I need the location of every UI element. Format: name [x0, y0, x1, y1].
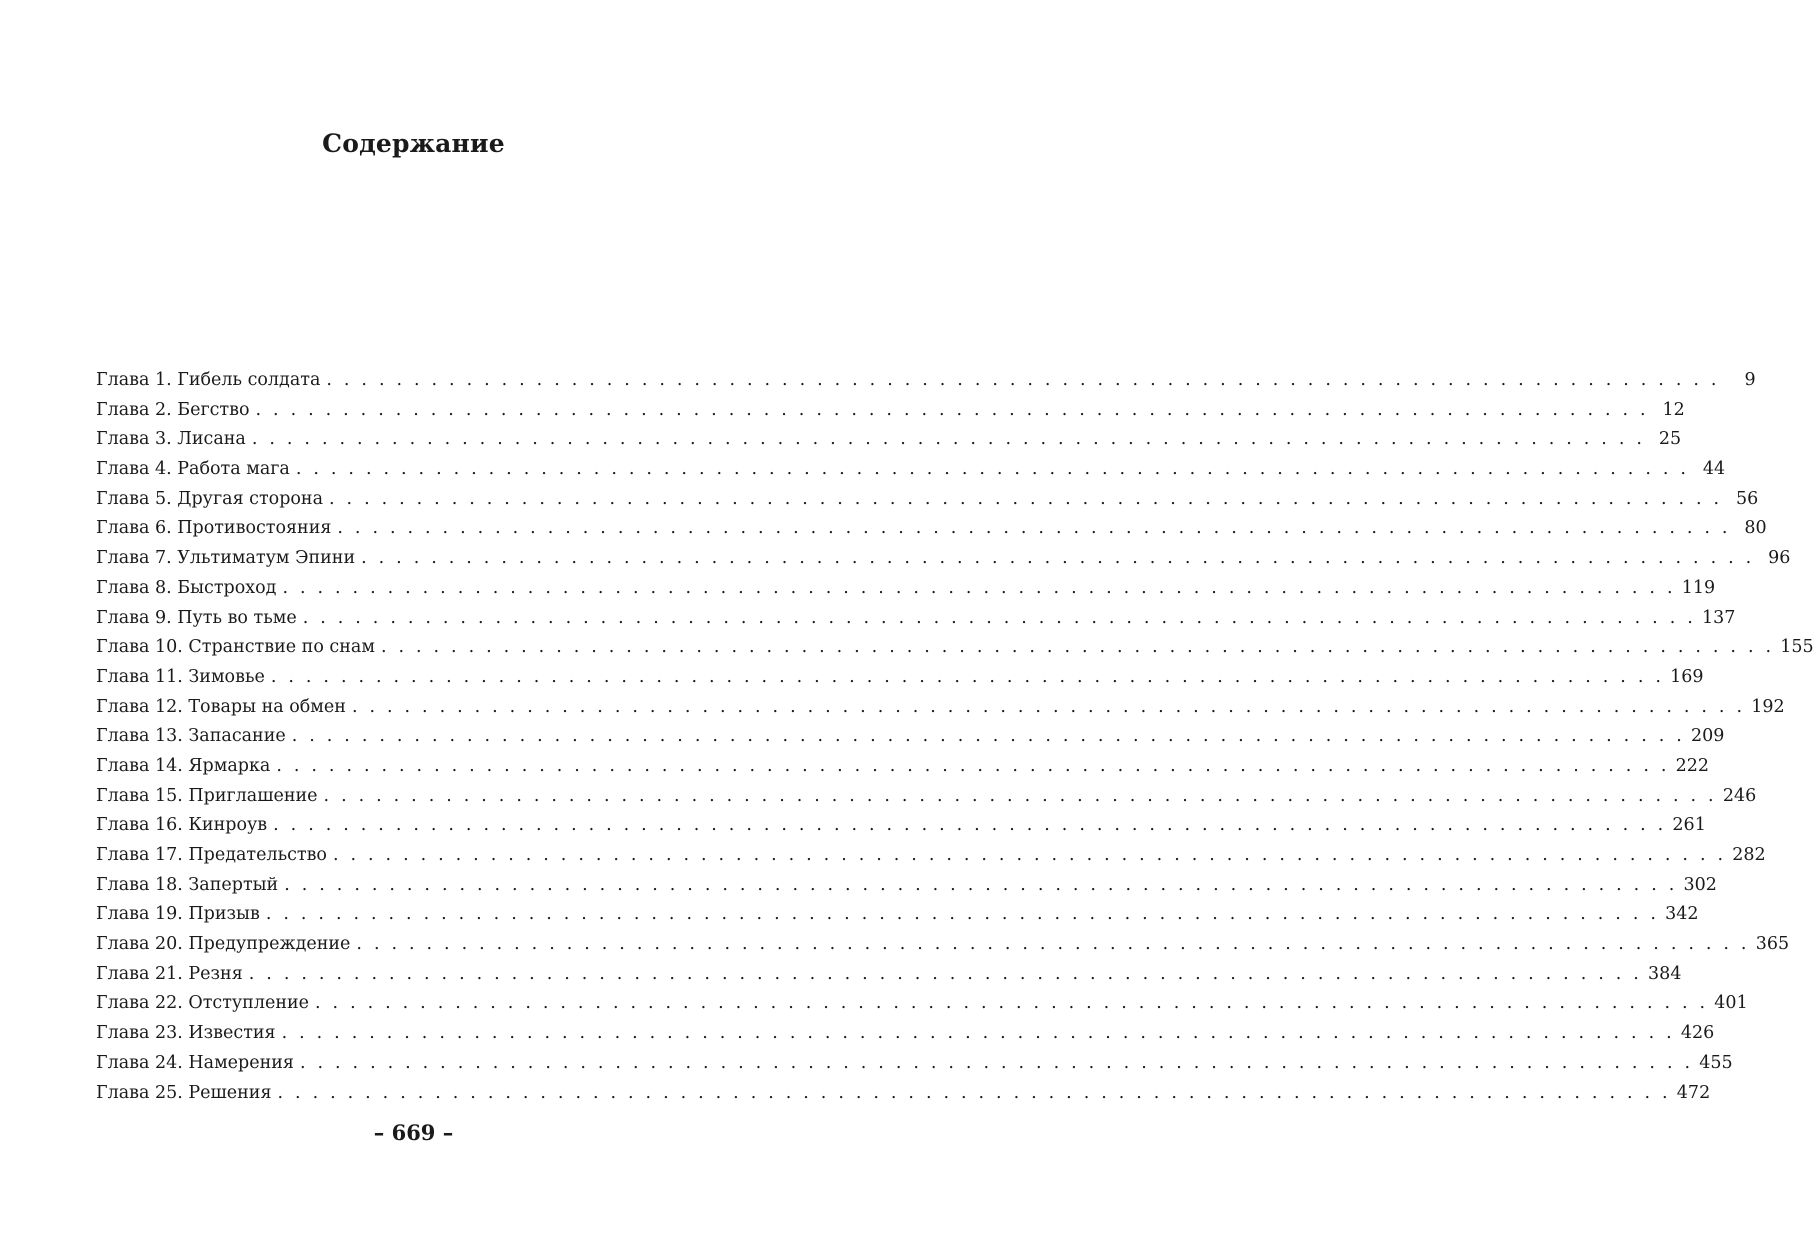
toc-chapter-title: Глава 6. Противостояния	[96, 518, 332, 539]
toc-entry	[96, 485, 1759, 515]
dot-leader: . . . . . . . . . . . . . . . . . . . . . . . . . . . . . . . . . . . . . . . . . . . . . . . . . . . . . . . . . . . . . . . . . . . . . . . . . . . . . . . .	[299, 1052, 1694, 1073]
toc-chapter-title: Глава 16. Кинроув	[96, 815, 268, 836]
toc-entry	[96, 1079, 1711, 1109]
toc-chapter-title: Глава 23. Известия	[96, 1023, 276, 1044]
dot-leader: . . . . . . . . . . . . . . . . . . . . . . . . . . . . . . . . . . . . . . . . . . . . . . . . . . . . . . . . . . . . . . . . . . . . . . . . . . . . . . . .	[332, 845, 1727, 865]
toc-chapter-title: Глава 17. Предательство	[96, 845, 327, 865]
toc-chapter-title: Глава 19. Призыв	[96, 904, 260, 925]
page-number: – 669 –	[373, 1120, 454, 1145]
dot-leader: . . . . . . . . . . . . . . . . . . . . . . . . . . . . . . . . . . . . . . . . . . . . . . . . . . . . . . . . . . . . . . . . . . . . . . . . . . . . . . . .	[273, 815, 1667, 836]
toc-chapter-title: Глава 1. Гибель солдата	[96, 370, 321, 390]
toc-entry	[96, 811, 1706, 841]
toc-page-number: 209	[1691, 726, 1725, 747]
toc-entry	[96, 1019, 1715, 1049]
toc-chapter-title: Глава 15. Приглашение	[96, 785, 318, 806]
dot-leader: . . . . . . . . . . . . . . . . . . . . . . . . . . . . . . . . . . . . . . . . . . . . . . . . . . . . . . . . . . . . . . . . . . . . . . . . . . . . . . . .	[356, 934, 1750, 955]
dot-leader: . . . . . . . . . . . . . . . . . . . . . . . . . . . . . . . . . . . . . . . . . . . . . . . . . . . . . . . . . . . . . . . . . . . . . . . . . . . . . . . .	[295, 459, 1690, 480]
toc-entry	[96, 930, 1790, 960]
toc-entry	[96, 514, 1767, 544]
toc-chapter-title: Глава 25. Решения	[96, 1082, 272, 1103]
dot-leader: . . . . . . . . . . . . . . . . . . . . . . . . . . . . . . . . . . . . . . . . . . . . . . . . . . . . . . . . . . . . . . . . . . . . . . . . . . . . . . . .	[282, 577, 1676, 598]
toc-page-number: 12	[1662, 399, 1685, 420]
toc-chapter-title: Глава 4. Работа мага	[96, 459, 290, 480]
toc-chapter-title: Глава 7. Ультиматум Эпини	[96, 548, 356, 569]
toc-entry	[96, 900, 1699, 930]
toc-page-number: 222	[1675, 755, 1710, 776]
toc-entry	[96, 544, 1791, 574]
toc-page-number: 472	[1676, 1082, 1711, 1103]
toc-page-number: 401	[1714, 993, 1748, 1014]
toc-page-number: 302	[1683, 874, 1717, 895]
toc-page-number: 96	[1768, 548, 1791, 569]
toc-chapter-title: Глава 18. Запертый	[96, 874, 279, 895]
toc-chapter-title: Глава 22. Отступление	[96, 993, 310, 1014]
toc-page-number: 365	[1755, 934, 1790, 955]
toc-entry	[96, 1049, 1733, 1079]
dot-leader: . . . . . . . . . . . . . . . . . . . . . . . . . . . . . . . . . . . . . . . . . . . . . . . . . . . . . . . . . . . . . . . . . . . . . . . . . . . . . . . .	[248, 963, 1643, 984]
toc-entry	[96, 455, 1726, 485]
toc-chapter-title: Глава 10. Странствие по снам	[96, 637, 375, 658]
toc-entry	[96, 663, 1704, 693]
toc-entry	[96, 960, 1682, 990]
toc-page-number: 9	[1744, 370, 1756, 390]
toc-page-number: 80	[1744, 518, 1767, 539]
toc-page-number: 155	[1780, 637, 1814, 658]
toc-entry	[96, 604, 1736, 634]
dot-leader: . . . . . . . . . . . . . . . . . . . . . . . . . . . . . . . . . . . . . . . . . . . . . . . . . . . . . . . . . . . . . . . . . . . . . . . . . . . . . . . .	[276, 755, 1670, 776]
toc-page-number: 384	[1648, 963, 1682, 984]
toc-page-number: 169	[1670, 666, 1704, 687]
dot-leader: . . . . . . . . . . . . . . . . . . . . . . . . . . . . . . . . . . . . . . . . . . . . . . . . . . . . . . . . . . . . . . . . . . . . . . . . . . . . . . . .	[323, 785, 1717, 806]
dot-leader: . . . . . . . . . . . . . . . . . . . . . . . . . . . . . . . . . . . . . . . . . . . . . . . . . . . . . . . . . . . . . . . . . . . . . . . . . . . . . . . .	[326, 370, 1720, 390]
dot-leader: . . . . . . . . . . . . . . . . . . . . . . . . . . . . . . . . . . . . . . . . . . . . . . . . . . . . . . . . . . . . . . . . . . . . . . . . . . . . . . . .	[337, 518, 1731, 539]
toc-entry	[96, 693, 1785, 723]
dot-leader: . . . . . . . . . . . . . . . . . . . . . . . . . . . . . . . . . . . . . . . . . . . . . . . . . . . . . . . . . . . . . . . . . . . . . . . . . . . . . . . .	[270, 666, 1665, 687]
toc-entry	[96, 633, 1814, 663]
dot-leader: . . . . . . . . . . . . . . . . . . . . . . . . . . . . . . . . . . . . . . . . . . . . . . . . . . . . . . . . . . . . . . . . . . . . . . . . . . . . . . . .	[281, 1023, 1675, 1044]
toc-entry	[96, 396, 1685, 426]
toc-entry	[96, 841, 1766, 871]
toc-chapter-title: Глава 3. Лисана	[96, 429, 246, 450]
toc-entry	[96, 574, 1716, 604]
toc-entry	[96, 989, 1748, 1019]
toc-entry	[96, 722, 1725, 752]
toc-chapter-title: Глава 21. Резня	[96, 963, 243, 984]
toc-chapter-title: Глава 14. Ярмарка	[96, 755, 271, 776]
toc-chapter-title: Глава 9. Путь во тьме	[96, 607, 297, 628]
dot-leader: . . . . . . . . . . . . . . . . . . . . . . . . . . . . . . . . . . . . . . . . . . . . . . . . . . . . . . . . . . . . . . . . . . . . . . . . . . . . . . . .	[329, 488, 1723, 509]
dot-leader: . . . . . . . . . . . . . . . . . . . . . . . . . . . . . . . . . . . . . . . . . . . . . . . . . . . . . . . . . . . . . . . . . . . . . . . . . . . . . . . .	[265, 904, 1660, 925]
toc-page-number: 119	[1681, 577, 1716, 598]
toc-page-number: 342	[1665, 904, 1699, 925]
toc-page-number: 246	[1722, 785, 1757, 806]
toc-page-number: 455	[1699, 1052, 1733, 1073]
toc-page-number: 261	[1672, 815, 1706, 836]
toc-chapter-title: Глава 20. Предупреждение	[96, 934, 351, 955]
toc-chapter-title: Глава 5. Другая сторона	[96, 488, 324, 509]
dot-leader: . . . . . . . . . . . . . . . . . . . . . . . . . . . . . . . . . . . . . . . . . . . . . . . . . . . . . . . . . . . . . . . . . . . . . . . . . . . . . . . .	[277, 1082, 1671, 1103]
toc-page-number: 25	[1658, 429, 1682, 450]
dot-leader: . . . . . . . . . . . . . . . . . . . . . . . . . . . . . . . . . . . . . . . . . . . . . . . . . . . . . . . . . . . . . . . . . . . . . . . . . . . . . . . .	[284, 874, 1678, 895]
toc-entry	[96, 871, 1717, 901]
toc-page-number: 137	[1701, 607, 1736, 628]
toc-chapter-title: Глава 2. Бегство	[96, 399, 250, 420]
toc-chapter-title: Глава 13. Запасание	[96, 726, 286, 747]
toc-entry	[96, 366, 1756, 396]
table-of-contents	[96, 366, 1814, 1108]
toc-entry	[96, 425, 1682, 455]
dot-leader: . . . . . . . . . . . . . . . . . . . . . . . . . . . . . . . . . . . . . . . . . . . . . . . . . . . . . . . . . . . . . . . . . . . . . . . . . . . . . . . .	[251, 429, 1646, 450]
toc-page-number: 44	[1702, 459, 1726, 480]
toc-chapter-title: Глава 24. Намерения	[96, 1052, 294, 1073]
dot-leader: . . . . . . . . . . . . . . . . . . . . . . . . . . . . . . . . . . . . . . . . . . . . . . . . . . . . . . . . . . . . . . . . . . . . . . . . . . . . . . . .	[380, 637, 1775, 658]
toc-page-number: 192	[1751, 696, 1785, 717]
toc-chapter-title: Глава 11. Зимовье	[96, 666, 265, 687]
toc-entry	[96, 752, 1710, 782]
toc-entry	[96, 782, 1757, 812]
dot-leader: . . . . . . . . . . . . . . . . . . . . . . . . . . . . . . . . . . . . . . . . . . . . . . . . . . . . . . . . . . . . . . . . . . . . . . . . . . . . . . . .	[315, 993, 1709, 1014]
dot-leader: . . . . . . . . . . . . . . . . . . . . . . . . . . . . . . . . . . . . . . . . . . . . . . . . . . . . . . . . . . . . . . . . . . . . . . . . . . . . . . . .	[255, 399, 1649, 420]
dot-leader: . . . . . . . . . . . . . . . . . . . . . . . . . . . . . . . . . . . . . . . . . . . . . . . . . . . . . . . . . . . . . . . . . . . . . . . . . . . . . . . .	[291, 726, 1686, 747]
dot-leader: . . . . . . . . . . . . . . . . . . . . . . . . . . . . . . . . . . . . . . . . . . . . . . . . . . . . . . . . . . . . . . . . . . . . . . . . . . . . . . . .	[351, 696, 1746, 717]
dot-leader: . . . . . . . . . . . . . . . . . . . . . . . . . . . . . . . . . . . . . . . . . . . . . . . . . . . . . . . . . . . . . . . . . . . . . . . . . . . . . . . .	[361, 548, 1755, 569]
toc-page-number: 282	[1732, 845, 1766, 865]
toc-page-number: 56	[1736, 488, 1759, 509]
toc-chapter-title: Глава 8. Быстроход	[96, 577, 277, 598]
toc-chapter-title: Глава 12. Товары на обмен	[96, 696, 346, 717]
toc-page-number: 426	[1680, 1023, 1715, 1044]
page-title: Содержание	[322, 128, 505, 158]
dot-leader: . . . . . . . . . . . . . . . . . . . . . . . . . . . . . . . . . . . . . . . . . . . . . . . . . . . . . . . . . . . . . . . . . . . . . . . . . . . . . . . .	[302, 607, 1696, 628]
